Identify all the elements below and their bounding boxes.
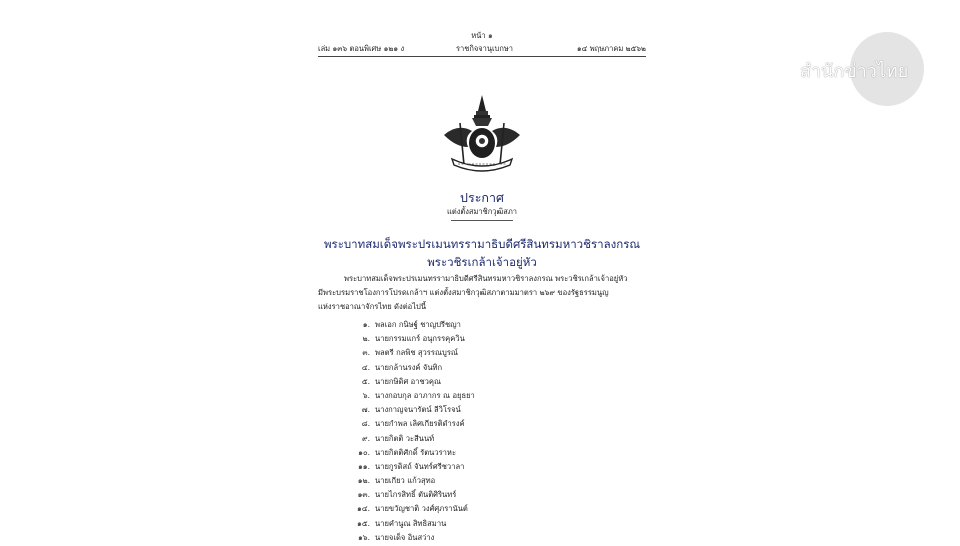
member-number: ๑๖.	[357, 532, 370, 542]
member-item	[318, 447, 646, 461]
member-item	[318, 433, 646, 447]
member-name: นายกำพล เลิศเกียรติดำรงค์	[375, 419, 465, 429]
member-item	[318, 404, 646, 418]
body-line-1: พระบาทสมเด็จพระปรเมนทรรามาธิบดีศรีสินทรมหาวชิราลงกรณ พระวชิรเกล้าเจ้าอยู่หัว	[344, 274, 628, 283]
member-name: นางกาญจนารัตน์ ลีวิโรจน์	[375, 405, 461, 415]
garuda-emblem	[438, 93, 526, 175]
page-number: หน้า ๑	[471, 31, 493, 40]
member-name: นายกิตติ วะสีนนท์	[375, 433, 435, 443]
body-line-3: แห่งราชอาณาจักรไทย ดังต่อไปนี้	[318, 302, 427, 311]
member-item	[318, 489, 646, 503]
gazette-page	[318, 30, 646, 540]
member-item	[318, 319, 646, 333]
member-number: ๑๕.	[357, 518, 370, 528]
member-number: ๑๑.	[357, 461, 370, 471]
member-item	[318, 418, 646, 432]
member-number: ๑๓.	[357, 490, 370, 500]
member-item	[318, 518, 646, 532]
member-number: ๑๐.	[358, 447, 370, 457]
member-name: นายกรรมแกร์ อนุกรรคุควิน	[375, 334, 465, 344]
member-name: นายขวัญชาติ วงศ์ศุภรานันต์	[375, 504, 468, 514]
member-name: นางกอบกุล อาภากร ณ อยุธยา	[375, 390, 475, 400]
member-item	[318, 333, 646, 347]
member-number: ๙.	[362, 433, 370, 443]
member-number: ๑๔.	[357, 504, 370, 514]
header-divider	[318, 56, 646, 57]
member-number: ๖.	[362, 390, 370, 400]
member-name: นายคำนูณ สิทธิสมาน	[375, 518, 447, 528]
king-name-line-1: พระบาทสมเด็จพระปรเมนทรรามาธิบดีศรีสินทรมหาวชิราลงกรณ	[323, 237, 641, 251]
member-number: ๒.	[362, 334, 370, 344]
member-item	[318, 390, 646, 404]
member-name: นายเกียว แก้วสุทอ	[375, 476, 436, 486]
member-name: นายจเด็จ อินสว่าง	[375, 532, 435, 542]
announcement-title: ประกาศ	[460, 190, 504, 205]
news-agency-watermark	[800, 32, 932, 106]
member-name: พลเอก กนิษฐ์ ชาญปรีชญา	[375, 320, 461, 329]
member-item	[318, 461, 646, 475]
member-number: ๕.	[361, 376, 370, 386]
watermark-text: สำนักข่าวไทย	[800, 61, 909, 82]
publication-name: ราชกิจจานุเบกษา	[456, 44, 514, 53]
member-list	[318, 319, 646, 546]
member-name: นายกูรดิสถ์ จันทร์ศรีชวาลา	[375, 461, 465, 471]
publication-date: ๑๔ พฤษภาคม ๒๕๖๒	[576, 44, 646, 53]
member-number: ๑.	[362, 320, 370, 329]
member-name: นายกล้านรงค์ จันทิก	[375, 362, 443, 372]
member-number: ๗.	[361, 405, 370, 415]
member-number: ๔.	[361, 362, 370, 372]
member-number: ๑๒.	[357, 476, 370, 486]
member-number: ๘.	[361, 419, 370, 429]
member-item	[318, 347, 646, 361]
member-item	[318, 503, 646, 517]
volume-info: เล่ม ๑๓๖ ตอนพิเศษ ๑๒๑ ง	[318, 44, 405, 53]
title-divider	[451, 220, 513, 221]
body-line-2: มีพระบรมราชโองการโปรดเกล้าฯ แต่งตั้งสมาชิกวุฒิสภาตามมาตรา ๒๖๙ ของรัฐธรรมนูญ	[318, 288, 609, 297]
member-item	[318, 532, 646, 546]
member-item	[318, 376, 646, 390]
member-name: นายไกรสิทธิ์ ตันติศิรินทร์	[375, 490, 457, 500]
member-item	[318, 362, 646, 376]
member-number: ๓.	[362, 348, 370, 358]
member-name: พลตรี กลพิช สุวรรณบูรณ์	[375, 348, 458, 358]
member-name: นายกษิดิศ อาชวคุณ	[375, 376, 442, 386]
member-name: นายกิตติศักดิ์ รัตนวราหะ	[375, 447, 457, 457]
king-name-line-2: พระวชิรเกล้าเจ้าอยู่หัว	[427, 255, 537, 269]
announcement-subtitle: แต่งตั้งสมาชิกวุฒิสภา	[447, 207, 517, 216]
member-item	[318, 475, 646, 489]
